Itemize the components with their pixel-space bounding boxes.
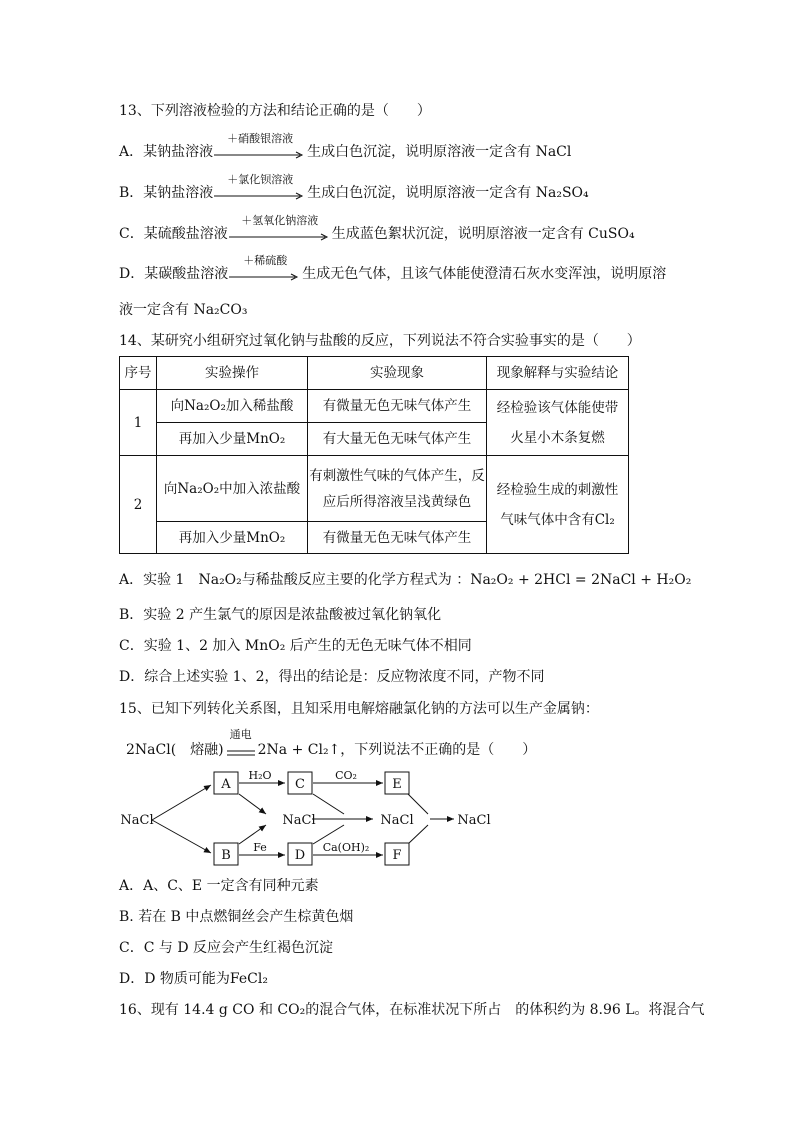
table-cell: 再加入少量MnO₂ bbox=[157, 522, 308, 554]
diagram-reagent-h2o: H₂O bbox=[248, 769, 272, 782]
q13-d-reagent: ＋稀硫酸 bbox=[243, 254, 288, 267]
row-number: 1 bbox=[120, 390, 157, 456]
table-cell: 有大量无色无味气体产生 bbox=[308, 423, 487, 456]
diagram-arrow bbox=[313, 794, 344, 814]
table-header: 实验现象 bbox=[308, 357, 487, 390]
conclusion-line: 经检验该气体能使带 bbox=[496, 399, 619, 416]
q14-option-c: C．实验 1、2 加入 MnO₂ 后产生的无色无味气体不相同 bbox=[119, 638, 472, 654]
q13-d-pre: D．某碳酸盐溶液 bbox=[119, 266, 229, 282]
q13-a-post: 生成白色沉淀，说明原溶液一定含有 NaCl bbox=[307, 144, 572, 160]
table-header: 序号 bbox=[120, 357, 157, 390]
q14-option-d: D．综合上述实验 1、2，得出的结论是：反应物浓度不同，产物不同 bbox=[119, 669, 545, 685]
q13-option-a bbox=[119, 132, 572, 162]
table-header: 现象解释与实验结论 bbox=[487, 357, 629, 390]
conclusion-cell bbox=[487, 390, 629, 456]
row-number: 2 bbox=[120, 456, 157, 554]
conclusion-line: 火星小木条复燃 bbox=[510, 429, 605, 446]
q13-b-pre: B．某钠盐溶液 bbox=[119, 185, 214, 201]
q13-option-d bbox=[119, 254, 667, 284]
q15-option-c: C．C 与 D 反应会产生红褐色沉淀 bbox=[119, 940, 333, 956]
q13-c-pre: C．某硫酸盐溶液 bbox=[119, 226, 228, 242]
table-cell: 向Na₂O₂加入稀盐酸 bbox=[157, 390, 308, 423]
q14-title: 14、某研究小组研究过氧化钠与盐酸的反应，下列说法不符合实验事实的是（ ） bbox=[119, 333, 641, 349]
diagram-label-d: D bbox=[294, 848, 306, 863]
phenomenon-line: 有刺激性气味的气体产生，反 bbox=[309, 467, 485, 484]
diagram-end: NaCl bbox=[457, 813, 491, 828]
q13-option-c bbox=[119, 214, 635, 244]
q13-c-post: 生成蓝色絮状沉淀，说明原溶液一定含有 CuSO₄ bbox=[331, 226, 635, 242]
q14-option-b: B．实验 2 产生氯气的原因是浓盐酸被过氧化钠氧化 bbox=[119, 607, 442, 623]
conclusion-cell bbox=[487, 456, 629, 554]
q13-d-post: 生成无色气体，且该气体能使澄清石灰水变浑浊，说明原溶 bbox=[302, 266, 667, 282]
equation-reactant: 2NaCl( 熔融) bbox=[126, 742, 224, 758]
q13-b-post: 生成白色沉淀，说明原溶液一定含有 Na₂SO₄ bbox=[307, 185, 589, 201]
diagram-mid2: NaCl bbox=[380, 813, 414, 828]
q15-option-d: D．D 物质可能为FeCl₂ bbox=[119, 971, 268, 987]
q13-a-pre: A．某钠盐溶液 bbox=[119, 144, 214, 160]
diagram-arrow bbox=[152, 785, 211, 820]
diagram-label-c: C bbox=[295, 777, 305, 792]
electrolysis-sign-icon bbox=[225, 728, 257, 757]
reaction-arrow-icon bbox=[214, 132, 306, 159]
q13-option-b bbox=[119, 173, 589, 203]
diagram-reagent-fe: Fe bbox=[253, 841, 267, 854]
conclusion-line: 经检验生成的刺激性 bbox=[496, 481, 619, 498]
conversion-diagram bbox=[118, 768, 498, 868]
q15-title: 15、已知下列转化关系图，且知采用电解熔融氯化钠的方法可以生产金属钠： bbox=[119, 701, 599, 717]
diagram-mid1: NaCl bbox=[282, 813, 316, 828]
diagram-label-b: B bbox=[221, 848, 231, 863]
equation-products: 2Na + Cl₂↑ bbox=[257, 742, 341, 758]
q16-text: 16、现有 14.4 g CO 和 CO₂的混合气体，在标准状况下所占 的体积约为 8.96 L。将混合气 bbox=[119, 1002, 705, 1018]
diagram-label-e: E bbox=[392, 777, 402, 792]
table-cell: 向Na₂O₂中加入浓盐酸 bbox=[157, 456, 308, 522]
q13-c-reagent: ＋氢氧化钠溶液 bbox=[241, 214, 319, 227]
diagram-arrow bbox=[408, 794, 428, 814]
reaction-arrow-icon bbox=[214, 173, 306, 200]
diagram-label-f: F bbox=[392, 848, 402, 863]
equation-condition: 通电 bbox=[229, 728, 252, 741]
diagram-arrow bbox=[152, 820, 211, 853]
reaction-arrow-icon bbox=[229, 254, 301, 281]
phenomenon-line: 应后所得溶液呈浅黄绿色 bbox=[322, 493, 472, 510]
table-cell: 再加入少量MnO₂ bbox=[157, 423, 308, 456]
table-cell bbox=[308, 456, 487, 522]
table-row bbox=[120, 390, 629, 423]
diagram-start: NaCl bbox=[120, 813, 154, 828]
q15-question: ，下列说法不正确的是（ ） bbox=[340, 742, 537, 758]
table-cell: 有微量无色无味气体产生 bbox=[308, 522, 487, 554]
conclusion-line: 气味气体中含有Cl₂ bbox=[500, 511, 615, 528]
q15-option-a: A．A、C、E 一定含有同种元素 bbox=[119, 878, 319, 894]
diagram-label-a: A bbox=[221, 777, 231, 792]
q15-option-b: B. 若在 B 中点燃铜丝会产生棕黄色烟 bbox=[119, 909, 354, 925]
q13-title: 13、下列溶液检验的方法和结论正确的是（ ） bbox=[119, 103, 431, 119]
experiment-table bbox=[119, 356, 629, 554]
reaction-arrow-icon bbox=[229, 214, 331, 241]
q13-b-reagent: ＋氯化钡溶液 bbox=[227, 173, 294, 186]
diagram-arrow bbox=[239, 794, 266, 814]
table-row bbox=[120, 456, 629, 522]
diagram-reagent-caoh2: Ca(OH)₂ bbox=[322, 841, 370, 854]
q14-option-a: A．实验 1 Na₂O₂与稀盐酸反应主要的化学方程式为 ：Na₂O₂ + 2HCl = 2NaCl + H₂O₂ bbox=[119, 572, 692, 588]
table-cell: 有微量无色无味气体产生 bbox=[308, 390, 487, 423]
q13-a-reagent: ＋硝酸银溶液 bbox=[227, 132, 294, 145]
q15-equation bbox=[126, 728, 537, 760]
table-header: 实验操作 bbox=[157, 357, 308, 390]
q13-d-post2: 液一定含有 Na₂CO₃ bbox=[119, 302, 248, 318]
diagram-reagent-co2: CO₂ bbox=[335, 769, 357, 782]
